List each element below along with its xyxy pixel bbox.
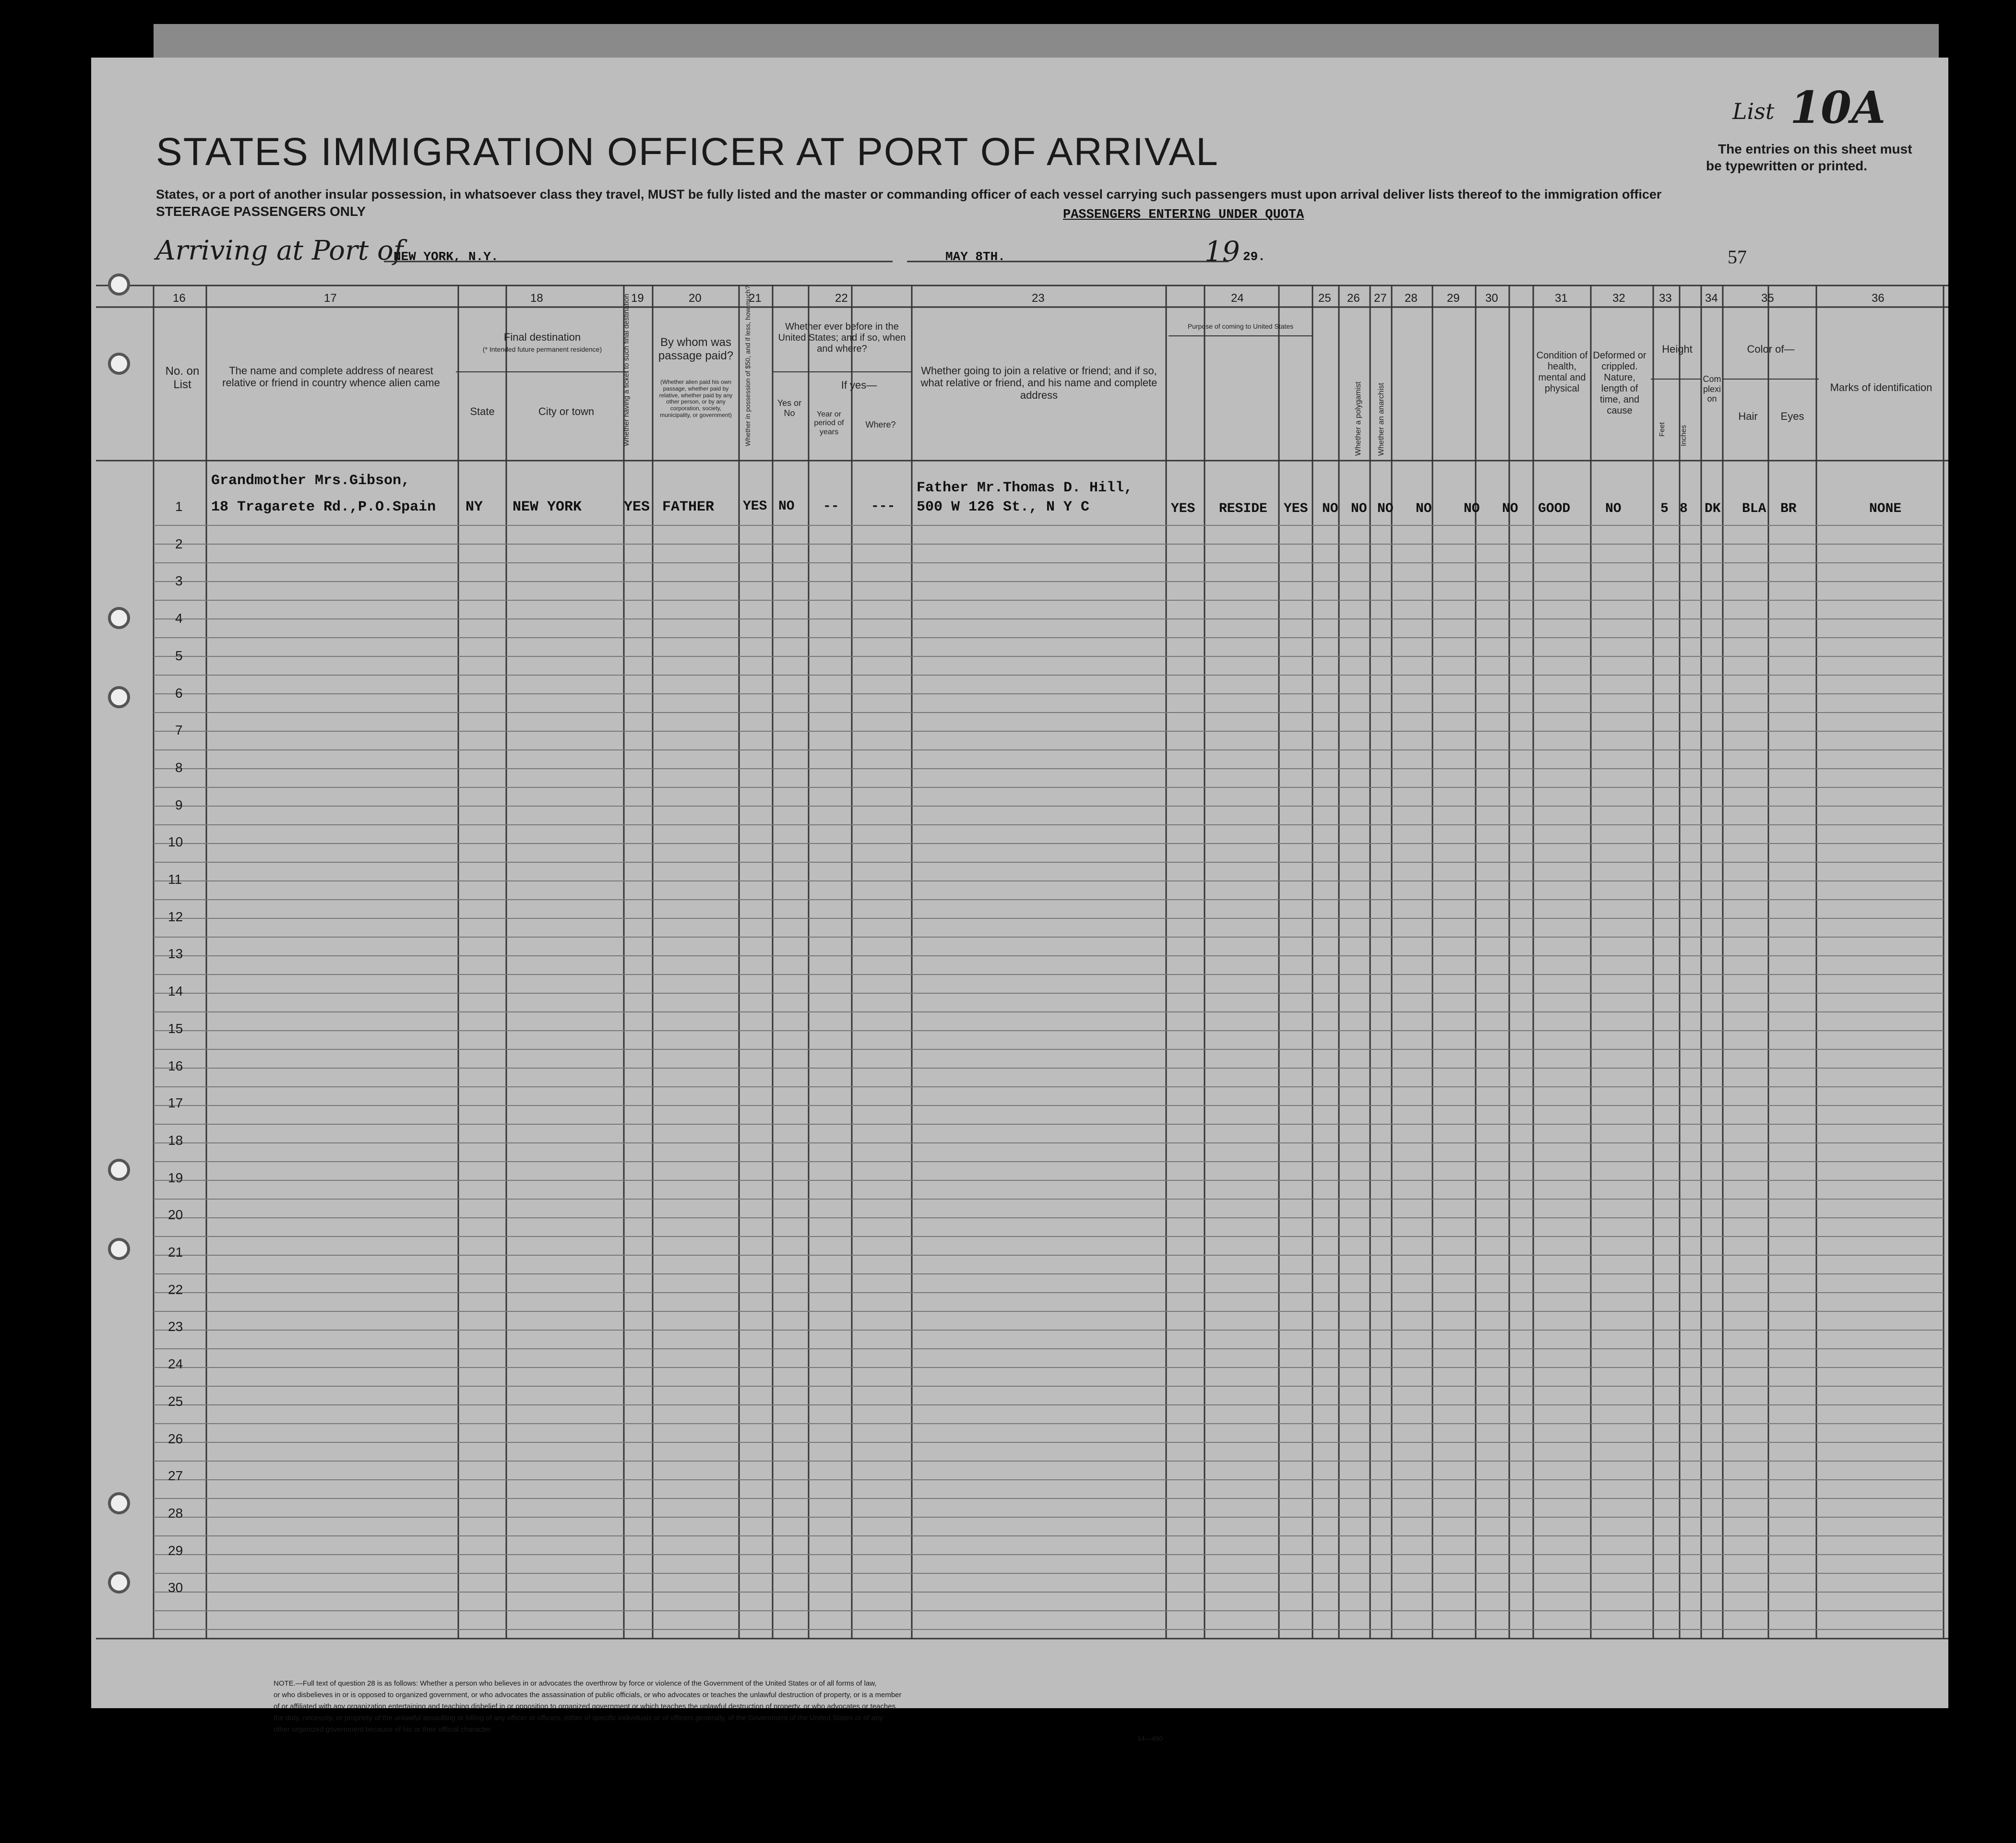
binder-hole	[108, 1159, 130, 1181]
row-number: 1	[175, 499, 183, 514]
header-relative-address: The name and complete address of nearest relative or friend in country whence alien came	[222, 365, 440, 389]
row1-inches: 8	[1680, 501, 1688, 516]
row-number: 11	[168, 872, 182, 887]
relative-line2: 18 Tragarete Rd.,P.O.Spain	[211, 499, 436, 515]
row1-c29: NO	[1464, 501, 1480, 516]
row1-c24c: YES	[1284, 501, 1308, 516]
header-state: State	[470, 405, 495, 417]
row-number: 26	[168, 1431, 183, 1446]
sheet-number: 57	[1728, 246, 1747, 268]
row-number: 3	[175, 573, 183, 589]
row-number: 15	[168, 1021, 183, 1036]
header-health: Condition of health, mental and physical	[1536, 350, 1588, 394]
row-number: 4	[175, 611, 183, 626]
column-number: 24	[1231, 292, 1244, 305]
header-final-destination-note: (* Intended future permanent residence)	[482, 345, 602, 353]
row-number: 27	[168, 1468, 183, 1484]
binder-hole	[108, 607, 130, 629]
relative-line1: Grandmother Mrs.Gibson,	[211, 473, 410, 489]
footer-note-line5: other organized government because of his or their official character.	[274, 1725, 492, 1734]
row1-deformed: NO	[1605, 501, 1622, 516]
row1-city: NEW YORK	[513, 499, 582, 515]
header-years: Year or period of years	[814, 410, 844, 436]
row-number: 14	[168, 984, 183, 999]
row1-polygamist: NO	[1322, 501, 1338, 516]
row-number: 18	[168, 1132, 183, 1148]
header-before-in-us: Whether ever before in the United States; and if so, when and where?	[778, 321, 906, 354]
row-number: 13	[168, 946, 183, 962]
row-number: 6	[175, 685, 183, 701]
year-suffix: 29.	[1243, 250, 1265, 264]
row-number: 29	[168, 1543, 183, 1558]
list-label: List	[1732, 98, 1775, 124]
binder-hole	[108, 1492, 130, 1514]
row1-c28: NO	[1416, 501, 1432, 516]
header-color-of: Color of—	[1747, 343, 1795, 355]
header-purpose: Purpose of coming to United States	[1187, 322, 1294, 330]
binder-hole	[108, 1238, 130, 1260]
form-number: 14—490	[1137, 1735, 1163, 1742]
footer-note-line3: of or affiliated with any organization entertaining and teaching disbelief in or opposition to organized government or which teaches the unlawful destruction of property, or who advocates or teaches	[274, 1702, 896, 1711]
row1-anarchist: NO	[1351, 501, 1367, 516]
binder-hole	[108, 686, 130, 708]
row-number: 30	[168, 1580, 183, 1595]
column-number: 20	[689, 292, 702, 305]
column-number: 33	[1659, 292, 1672, 305]
header-final-destination: Final destination	[503, 331, 581, 343]
header-marks: Marks of identification	[1830, 381, 1932, 393]
row-number: 10	[168, 834, 183, 850]
row1-ticket: YES	[624, 499, 650, 515]
column-number: 36	[1872, 292, 1885, 305]
steerage-label: STEERAGE PASSENGERS ONLY	[156, 204, 366, 219]
quota-note: PASSENGERS ENTERING UNDER QUOTA	[1063, 208, 1304, 222]
row-number: 12	[168, 909, 183, 924]
header-anarchist: Whether an anarchist	[1377, 382, 1385, 456]
header-city: City or town	[538, 405, 595, 417]
footer-note-line1: NOTE.—Full text of question 28 is as follows: Whether a person who believes in or advocates the overthrow by force or violence of the Government of the United States or of all forms of law,	[274, 1679, 877, 1688]
row1-state: NY	[465, 499, 483, 515]
header-inches: Inches	[1680, 425, 1688, 446]
header-feet: Feet	[1658, 422, 1666, 437]
header-complexion: Complexion	[1703, 374, 1721, 404]
row-number: 23	[168, 1319, 183, 1334]
column-number: 18	[530, 292, 543, 305]
row-number: 24	[168, 1356, 183, 1372]
row-number: 20	[168, 1207, 183, 1223]
row-number: 28	[168, 1505, 183, 1521]
row1-hair: BLA	[1742, 501, 1766, 516]
header-if-yes: If yes—	[841, 379, 877, 391]
header-where: Where?	[865, 420, 896, 429]
column-number: 25	[1318, 292, 1331, 305]
instruction-line: States, or a port of another insular possession, in whatsoever class they travel, MUST be fully listed and the master or commanding officer of each vessel carrying such passengers must upon arrival deliver lists thereof to the immigration officer	[156, 187, 1662, 202]
row1-years: --	[823, 499, 839, 514]
column-number: 16	[173, 292, 186, 305]
column-number: 27	[1374, 292, 1387, 305]
header-fifty-dollars: Whether in possession of $50, and if less, how much?	[744, 285, 752, 446]
entries-note-line1: The entries on this sheet must	[1718, 142, 1912, 156]
header-height: Height	[1662, 343, 1693, 355]
column-number: 31	[1555, 292, 1568, 305]
column-number: 28	[1405, 292, 1418, 305]
join-line1: Father Mr.Thomas D. Hill,	[917, 480, 1133, 496]
row-number: 25	[168, 1393, 183, 1409]
row-number: 21	[168, 1245, 183, 1260]
row-number: 2	[175, 536, 183, 551]
join-line2: 500 W 126 St., N Y C	[917, 499, 1090, 515]
year-prefix: 19	[1205, 235, 1240, 268]
header-no-on-list: No. on List	[165, 365, 200, 391]
row1-c24a: YES	[1171, 501, 1195, 516]
column-number: 32	[1612, 292, 1625, 305]
header-passage-paid: By whom was passage paid?	[658, 336, 734, 362]
column-number: 26	[1347, 292, 1360, 305]
column-number: 29	[1447, 292, 1460, 305]
list-number: 10A	[1790, 82, 1886, 133]
entries-note-line2: be typewritten or printed.	[1706, 158, 1868, 173]
header-deformed: Deformed or crippled. Nature, length of time, and cause	[1593, 350, 1646, 416]
row1-c24b: RESIDE	[1219, 501, 1267, 516]
row-number: 19	[168, 1170, 183, 1185]
column-number: 17	[324, 292, 337, 305]
header-yes-no: Yes or No	[777, 398, 802, 418]
row1-feet: 5	[1660, 501, 1669, 516]
row1-c27: NO	[1377, 501, 1394, 516]
row1-money: YES	[743, 499, 767, 514]
date-value: MAY 8TH.	[945, 250, 1005, 264]
row1-complexion: DK	[1705, 501, 1721, 516]
row-number: 9	[175, 797, 183, 812]
footer-note-line2: or who disbelieves in or is opposed to organized government, or who advocates the assassination of public officials, or who advocates or teaches the unlawful destruction of property, or is a member	[274, 1691, 902, 1699]
header-hair: Hair	[1738, 410, 1758, 422]
row-number: 16	[168, 1058, 183, 1073]
row1-marks: NONE	[1869, 501, 1902, 516]
row1-health: GOOD	[1538, 501, 1571, 516]
row1-eyes: BR	[1780, 501, 1797, 516]
port-value: NEW YORK, N.Y.	[394, 250, 499, 264]
row-number: 5	[175, 648, 183, 663]
row1-before-us: NO	[778, 499, 795, 514]
row-number: 22	[168, 1282, 183, 1297]
column-number: 19	[631, 292, 644, 305]
header-ticket: Whether having a ticket to such final destination	[622, 294, 631, 446]
column-number: 35	[1761, 292, 1774, 305]
binder-hole	[108, 353, 130, 375]
arriving-label: Arriving at Port of	[156, 235, 404, 266]
column-number: 22	[835, 292, 848, 305]
column-number: 21	[749, 292, 762, 305]
header-eyes: Eyes	[1780, 410, 1804, 422]
binder-hole	[108, 1571, 130, 1593]
row1-where: ---	[871, 499, 895, 514]
header-join-relative: Whether going to join a relative or friend; and if so, what relative or friend, and his name and complete address	[920, 365, 1157, 401]
page-title: STATES IMMIGRATION OFFICER AT PORT OF ARRIVAL	[156, 130, 1219, 174]
footer-note-line4: the duty, necessity, or propriety of the unlawful assaulting or killing of any officer or officers, either of specific individuals or of officers generally, of the Government of the United States or of any	[274, 1714, 883, 1722]
header-polygamist: Whether a polygamist	[1354, 381, 1362, 456]
row-number: 8	[175, 760, 183, 775]
header-passage-paid-note: (Whether alien paid his own passage, whether paid by relative, whether paid by any other person, or by any corporation, society, municipality, or government)	[659, 379, 733, 418]
row-number: 7	[175, 723, 183, 738]
binder-hole	[108, 273, 130, 296]
column-number: 30	[1485, 292, 1498, 305]
row1-paid-by: FATHER	[662, 499, 715, 515]
column-number: 23	[1032, 292, 1045, 305]
column-number: 34	[1705, 292, 1718, 305]
row-number: 17	[168, 1095, 183, 1111]
row1-c30: NO	[1502, 501, 1518, 516]
